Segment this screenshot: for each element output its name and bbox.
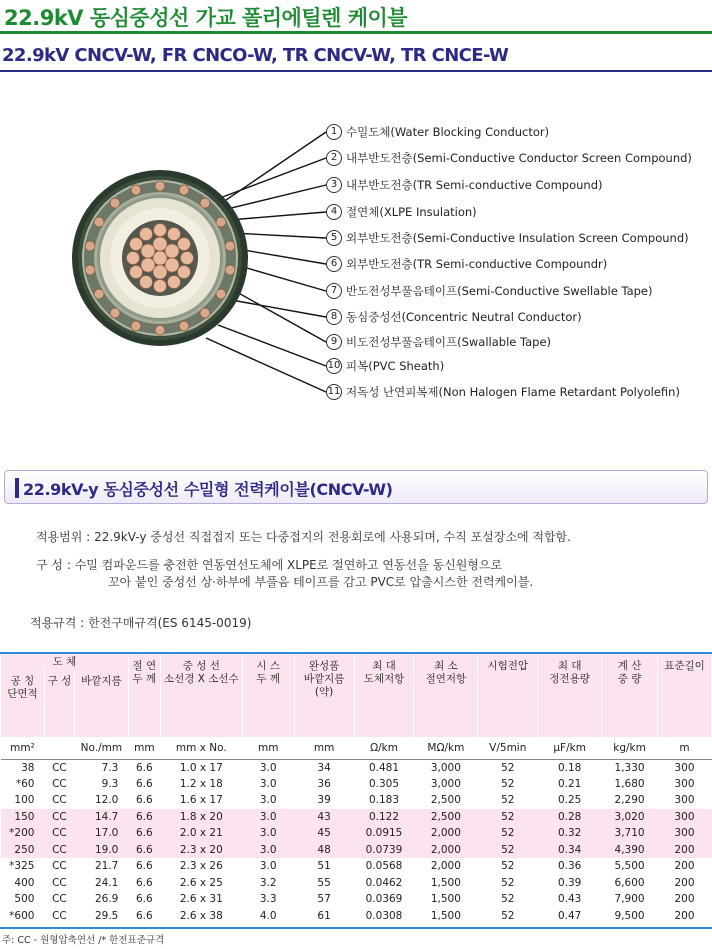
header-insulation-thickness: 절 연 두 께 [128,653,160,737]
header-overall-diameter: 완성품 바깥지름 (약) [294,653,354,737]
unit-cell: V/5min [478,737,538,759]
table-cell: 200 [674,860,695,873]
table-cell: 3.0 [259,794,277,807]
table-cell: 52 [501,777,515,790]
table-cell: 3.0 [259,761,277,774]
table-cell: 1.6 x 17 [179,794,223,807]
table-cell: 2,500 [414,809,478,826]
standard-text: 한전구매규격(ES 6145-0019) [88,616,252,630]
part-number: 7 [326,283,342,299]
table-cell: 6.6 [135,794,153,807]
header-max-capacitance: 최 대 정전용량 [538,653,602,737]
table-cell: 2.6 x 38 [179,909,223,922]
part-item [326,357,444,375]
unit-cell: mm [294,737,354,759]
table-cell: 24.1 [94,876,119,889]
table-cell: 7,900 [614,893,645,906]
table-footnote: 주: CC - 원형압축연선 /* 한전표준규격 [2,935,165,946]
table-cell: 3,000 [430,761,461,774]
table-cell: 29.5 [94,909,119,922]
table-cell: 52 [501,761,515,774]
table-cell: 6.6 [128,842,160,859]
table-cell: 17.0 [74,825,128,842]
table-cell: 0.481 [368,761,400,774]
standard-line [30,614,251,631]
table-cell: 6.6 [135,876,153,889]
table-cell: 52 [501,893,515,906]
table-cell: 3,710 [602,825,658,842]
table-cell: 150 [1,809,45,826]
table-cell: 300 [657,825,711,842]
table-row [1,908,712,925]
table-cell: 2,000 [430,860,461,873]
table-cell: 0.122 [354,809,414,826]
table-cell: 3.0 [242,825,294,842]
header-test-voltage: 시험전압 [478,653,538,737]
table-cell: 6.6 [128,809,160,826]
table-cell: 1.0 x 17 [179,761,223,774]
spec-table [0,652,712,924]
table-cell: 0.36 [557,860,582,873]
page-subtitle: 22.9kV CNCV-W, FR CNCO-W, TR CNCV-W, TR CNCE-W [2,45,509,66]
part-item [326,176,603,194]
part-item [326,255,607,273]
table-cell: CC [44,842,74,859]
table-row [1,842,712,859]
header-conductor-group: 도 체 [1,653,129,669]
unit-cell: Ω/km [354,737,414,759]
part-number: 10 [326,358,342,374]
table-cell: *60 [15,777,35,790]
table-cell: 1.8 x 20 [160,809,242,826]
table-cell: CC [52,893,67,906]
part-label: 피복(PVC Sheath) [346,359,445,373]
table-cell: 52 [501,909,515,922]
part-label: 수밀도체(Water Blocking Conductor) [346,125,550,139]
table-cell: 4.0 [259,909,277,922]
usage-text: 22.9kV-y 중성선 직접접지 또는 다중접지의 전용회로에 사용되며, 수직 포설장소에 적합함. [94,530,571,544]
table-cell: 0.47 [557,909,582,922]
part-label: 동심중성선(Concentric Neutral Conductor) [346,310,582,324]
table-cell: CC [44,825,74,842]
table-cell: CC [52,777,67,790]
title-divider [0,31,712,34]
part-item [326,383,680,401]
table-cell: *600 [9,909,35,922]
table-cell: 19.0 [74,842,128,859]
part-number: 9 [326,334,342,350]
table-cell: 52 [501,876,515,889]
table-cell: 48 [294,842,354,859]
table-cell: CC [52,860,67,873]
table-cell: 6.6 [128,825,160,842]
table-cell: 0.0739 [354,842,414,859]
table-row [1,875,712,892]
table-cell: 61 [317,909,331,922]
table-cell: 0.0462 [365,876,403,889]
header-neutral: 중 성 선 소선경 X 소선수 [160,653,242,737]
section-title: 22.9kV-y 동심중성선 수밀형 전력케이블(CNCV-W) [23,480,393,499]
header-conductor-diameter: 바깥지름 [74,669,128,737]
header-max-resistance: 최 대 도체저항 [354,653,414,737]
table-cell: 1,680 [614,777,645,790]
unit-cell: μF/km [538,737,602,759]
part-item [326,229,689,247]
part-number: 2 [326,150,342,166]
part-number: 5 [326,230,342,246]
table-cell: 6.6 [135,860,153,873]
part-label: 절연체(XLPE Insulation) [346,205,477,219]
table-cell: 7.3 [101,761,119,774]
part-item [326,282,652,300]
usage-line [36,528,571,545]
table-cell: 6,600 [614,876,645,889]
table-cell: 14.7 [74,809,128,826]
unit-cell: No./mm [74,737,128,759]
table-cell: 12.0 [94,794,119,807]
table-cell: 6.6 [135,777,153,790]
header-nominal-area: 공 칭 단면적 [1,669,45,737]
table-cell: 3.0 [242,842,294,859]
table-cell: 0.0915 [354,825,414,842]
table-cell: 3,020 [602,809,658,826]
table-cell: 2.3 x 26 [179,860,223,873]
part-number: 6 [326,256,342,272]
table-cell: 1,500 [430,893,461,906]
table-cell: 2.3 x 20 [160,842,242,859]
table-cell: 3.0 [242,809,294,826]
table-units-row [1,737,712,759]
table-cell: *325 [9,860,35,873]
table-cell: 6.6 [135,893,153,906]
table-cell: 0.0568 [365,860,403,873]
table-cell: 3.2 [259,876,277,889]
table-cell: 1,500 [430,909,461,922]
part-label: 비도전성부풀음테이프(Swallable Tape) [346,335,552,349]
part-label: 외부반도전층(Semi-Conductive Insulation Screen Compound) [346,231,689,245]
header-standard-length: 표준길이 [657,653,711,737]
header-construction: 구 성 [44,669,74,737]
table-cell: 3.0 [259,777,277,790]
table-cell: 200 [657,842,711,859]
part-number: 3 [326,177,342,193]
structure-key: 구 성 : [36,558,71,572]
table-cell: 55 [317,876,331,889]
subtitle-divider [0,70,712,72]
table-cell: *200 [1,825,45,842]
standard-key: 적용규격 : [30,616,85,630]
table-cell: 300 [674,794,695,807]
part-number: 1 [326,124,342,140]
unit-cell: mm [128,737,160,759]
table-cell: 250 [1,842,45,859]
table-cell: CC [52,876,67,889]
table-cell: 21.7 [94,860,119,873]
table-cell: CC [52,761,67,774]
table-cell: 300 [674,761,695,774]
table-cell: 9.3 [101,777,119,790]
table-cell: 0.21 [557,777,582,790]
table-cell: 39 [317,794,331,807]
table-cell: 0.25 [557,794,582,807]
table-cell: 5,500 [614,860,645,873]
part-number: 8 [326,309,342,325]
table-row [1,776,712,793]
table-cell: 57 [317,893,331,906]
table-cell: 0.28 [538,809,602,826]
unit-cell: m [657,737,711,759]
part-label: 내부반도전층(Semi-Conductive Conductor Screen Compound) [346,151,692,165]
table-bottom-rule [0,927,712,929]
table-cell: 52 [478,809,538,826]
table-cell: 4,390 [602,842,658,859]
table-cell: 36 [317,777,331,790]
part-number: 11 [326,384,342,400]
table-cell: 2.6 x 25 [179,876,223,889]
table-cell: 200 [674,909,695,922]
section-accent-bar [15,478,19,498]
header-min-insulation-resistance: 최 소 절연저항 [414,653,478,737]
table-cell: 34 [317,761,331,774]
table-cell: 500 [14,893,35,906]
part-label: 내부반도전층(TR Semi-conductive Compound) [346,178,603,192]
table-cell: 300 [657,809,711,826]
usage-key: 적용범위 : [36,530,91,544]
table-cell: 51 [317,860,331,873]
table-cell: 38 [21,761,35,774]
table-cell: 2,500 [430,794,461,807]
part-number: 4 [326,204,342,220]
table-cell: 52 [501,794,515,807]
table-cell: 0.0369 [365,893,403,906]
table-cell: 6.6 [135,909,153,922]
table-cell: 1.2 x 18 [179,777,223,790]
table-cell: 1,500 [430,876,461,889]
table-cell: 45 [294,825,354,842]
table-cell: 6.6 [135,761,153,774]
structure-line [36,556,502,573]
part-item [326,203,477,221]
table-cell: 0.39 [557,876,582,889]
table-cell: 3,000 [430,777,461,790]
table-row [1,759,712,776]
table-cell: 0.34 [538,842,602,859]
unit-cell: kg/km [602,737,658,759]
table-cell: 2,000 [414,842,478,859]
table-row [1,858,712,875]
table-cell: CC [52,909,67,922]
table-cell: 300 [674,777,695,790]
unit-cell: MΩ/km [414,737,478,759]
table-row [1,809,712,826]
table-row [1,891,712,908]
table-cell: 2.0 x 21 [160,825,242,842]
structure-line-2 [108,573,533,590]
table-cell: 200 [674,876,695,889]
table-cell: 1,330 [614,761,645,774]
structure-text-1: 수밀 컴파운드를 충전한 연동연선도체에 XLPE로 절연하고 연동선을 동신원형으로 [74,558,503,572]
table-cell: CC [52,794,67,807]
table-cell: 0.32 [538,825,602,842]
table-cell: 0.183 [368,794,400,807]
unit-cell: mm² [1,737,45,759]
part-item [326,333,551,351]
table-cell: 52 [478,825,538,842]
table-cell: 52 [478,842,538,859]
table-cell: 2.6 x 31 [179,893,223,906]
table-row [1,792,712,809]
part-label: 저독성 난연피복제(Non Halogen Flame Retardant Polyolefin) [346,385,680,399]
unit-cell: mm x No. [160,737,242,759]
header-sheath-thickness: 시 스 두 께 [242,653,294,737]
unit-cell: mm [242,737,294,759]
table-cell: 3.3 [259,893,277,906]
page-title: 22.9kV 동심중성선 가교 폴리에틸렌 케이블 [4,6,408,30]
table-row [1,825,712,842]
table-cell: 0.0308 [365,909,403,922]
part-item [326,308,582,326]
header-weight: 계 산 중 량 [602,653,658,737]
table-cell: 100 [14,794,35,807]
section-header [4,470,708,504]
table-cell: 0.305 [368,777,400,790]
table-cell: 0.18 [557,761,582,774]
table-cell: 9,500 [614,909,645,922]
part-label: 반도전성부풀음테이프(Semi-Conductive Swellable Tape) [346,284,653,298]
unit-cell [44,737,74,759]
table-cell: 26.9 [94,893,119,906]
table-cell: 3.0 [259,860,277,873]
table-cell: 400 [14,876,35,889]
table-cell: 52 [501,860,515,873]
cable-cross-section [70,168,250,348]
table-cell: 200 [674,893,695,906]
table-cell: 2,290 [614,794,645,807]
table-cell: 43 [294,809,354,826]
table-header-group-row [1,653,712,669]
table-cell: 2,000 [414,825,478,842]
table-cell: 0.43 [557,893,582,906]
structure-text-2: 꼬아 붙인 중성선 상·하부에 부풀음 테이프를 감고 PVC로 압출시스한 전력케이블. [108,575,534,589]
part-label: 외부반도전층(TR Semi-conductive Compoundr) [346,257,608,271]
part-item [326,123,549,141]
part-item [326,149,692,167]
table-cell: CC [44,809,74,826]
